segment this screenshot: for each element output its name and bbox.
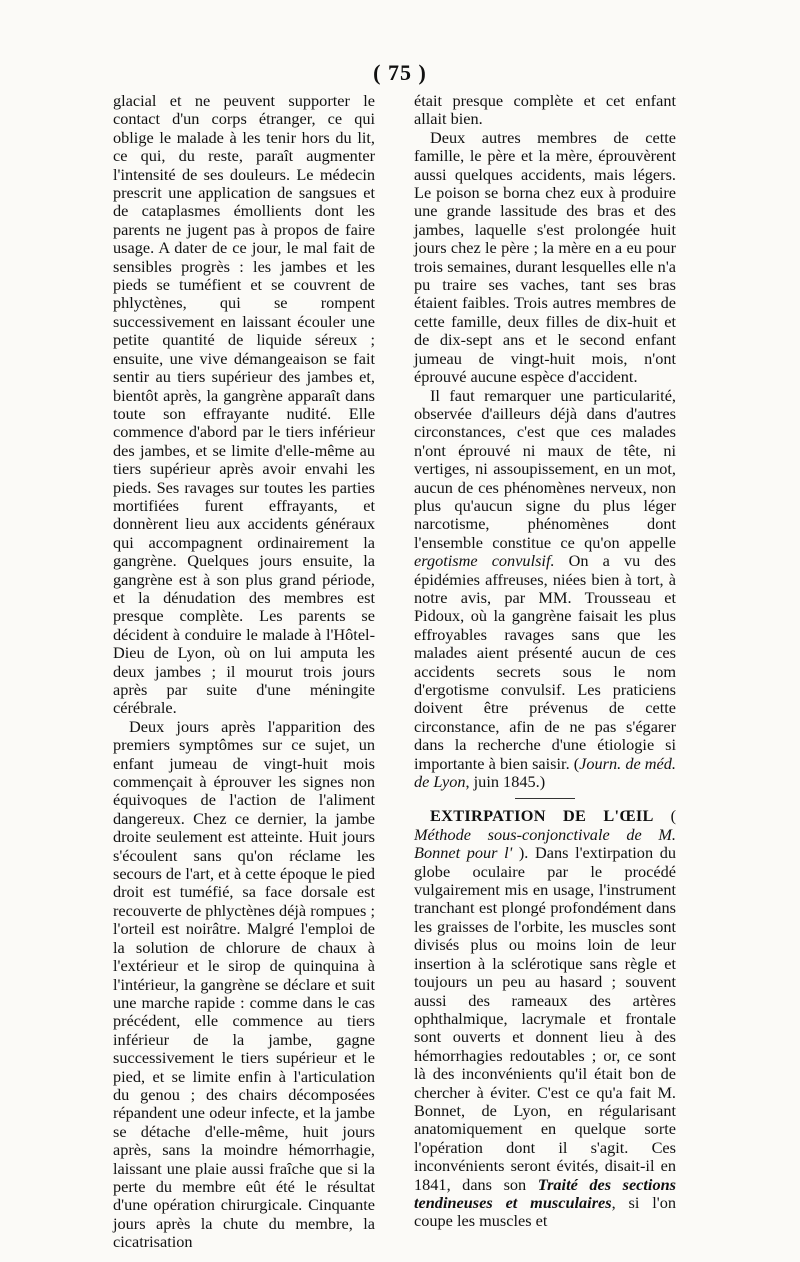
page-number: ( 75 )	[373, 60, 427, 85]
book-title: Traité des sections tendineuses et musculaires	[414, 1174, 676, 1212]
text-run: ).	[512, 843, 535, 863]
section-heading: EXTIRPATION DE L'ŒIL	[430, 806, 654, 826]
paragraph	[414, 387, 676, 792]
paragraph: était presque complète et cet enfant allait bien.	[414, 91, 676, 129]
paragraph	[414, 807, 676, 1230]
text-run: , si l'on coupe les muscles et	[414, 1192, 676, 1231]
heading-subtitle: Méthode sous-conjonctivale de M. Bonnet pour l'	[414, 824, 676, 863]
paragraph: glacial et ne peuvent supporter le contact d'un corps étranger, ce qui oblige le malade à les tenir hors du lit, ce qui, du reste, paraît augmenter l'intensité de ses douleurs. Le médecin prescrit une application de sangsues et de cataplasmes émollients dont les parents ne jugent pas à propos de faire usage. A dater de ce jour, le mal fait de sensibles progrès : les jambes et les pieds se tuméfient et se couvrent de phlyctènes, qui se rompent successivement en laissant écouler une petite quantité de liquide séreux ; ensuite, une vive démangeaison se fait sentir au tiers supérieur des jambes et, bientôt après, la gangrène apparaît dans toute son effrayante nudité. Elle commence d'abord par le tiers inférieur des jambes, et se limite d'elle-même au tiers supérieur après avoir envahi les pieds. Ses ravages sur toutes les parties mortifiées furent effrayants, et donnèrent lieu aux accidents généraux qui accompagnent ordinairement la gangrène. Quelques jours ensuite, la gangrène est à son plus grand période, et la dénudation des membres est presque complète. Les parents se décident à conduire le malade à l'Hôtel-Dieu de Lyon, où on lui amputa les deux jambes ; il mourut trois jours après par suite d'une méningite cérébrale.	[113, 91, 375, 718]
text-run: Dans l'extirpation du globe oculaire par le procédé vulgairement mis en usage, l'instrument tranchant est plongé profondément dans les graisses de l'orbite, les muscles sont divisés plus ou moins loin de leur insertion à la sclérotique sans règle et toujours un peu au hasard ; souvent aussi des rameaux des artères ophthalmique, lacrymale et frontale sont ouverts et donnent lieu à des hémorrhagies redoutables ; or, ce sont là des inconvénients qu'il était bon de chercher à éviter. C'est ce qu'a fait M. Bonnet, de Lyon, en régularisant anatomiquement en quelque sorte l'opération dont il s'agit. Ces inconvénients seront évités, disait-il en 1841, dans son	[414, 843, 677, 1194]
section-divider	[515, 798, 575, 799]
text-run: On a vu des épidémies affreuses, niées bien à tort, à notre avis, par MM. Trousseau et Pidoux, où la gangrène faisait les plus effroyables ravages sans que les malades aient présenté aucun de ces accidents secrets sous le nom d'ergotisme convulsif. Les praticiens doivent être prévenus de cette circonstance, afin de ne pas s'égarer dans la recherche d'une étiologie si importante à bien saisir. (	[414, 551, 676, 773]
journal-citation: Journ. de méd. de Lyon	[414, 753, 676, 792]
italic-term: ergotisme convulsif.	[414, 551, 555, 571]
paragraph: Deux autres membres de cette famille, le père et la mère, éprouvèrent aussi quelques accidents, mais légers. Le poison se borna chez eux à produire une grande lassitude des bras et des jambes, laquelle s'est prolongée huit jours chez le père ; la mère en a eu pour trois semaines, durant lesquelles elle n'a pu traire ses vaches, tant ses bras étaient faibles. Trois autres membres de cette famille, deux filles de dix-huit et de dix-sept ans et le second enfant jumeau de vingt-huit mois, n'ont éprouvé aucune espèce d'accident.	[414, 127, 676, 387]
text-run: Il faut remarquer une particularité, observée d'ailleurs déjà dans d'autres circonstances, c'est que ces malades n'ont éprouvé ni maux de tête, ni vertiges, ni assoupissement, en un mot, aucun de ces phénomènes nerveux, non plus qu'aucun signe du plus léger narcotisme, phénomènes dont l'ensemble constitue ce qu'on appelle	[414, 385, 676, 552]
right-column	[414, 92, 676, 1231]
paragraph: Deux jours après l'apparition des premiers symptômes sur ce sujet, un enfant jumeau de vingt-huit mois commençait à éprouver les signes non équivoques de l'action de l'aliment dangereux. Chez ce dernier, la jambe droite seulement est atteinte. Huit jours s'écoulent sans qu'on réclame les secours de l'art, et à cette époque le pied droit est tuméfié, sa face dorsale est recouverte de phlyctènes déjà rompues ; l'orteil est noirâtre. Malgré l'emploi de la solution de chlorure de chaux à l'extérieur et le sirop de quinquina à l'intérieur, la gangrène se déclare et suit une marche rapide : comme dans le cas précédent, elle commence au tiers inférieur de la jambe, gagne successivement le tiers supérieur et le pied, et se limite enfin à l'articulation du genou ; des chairs décomposées répandent une odeur infecte, et la jambe se détache d'elle-même, huit jours après, sans la moindre hémorrhagie, laissant une plaie aussi fraîche que si la perte du membre eût été le résultat d'une opération chirurgicale. Cinquante jours après la chute du membre, la cicatrisation	[113, 716, 375, 1252]
left-column	[113, 92, 375, 1252]
text-run: , juin 1845.)	[465, 772, 546, 792]
text-run: (	[653, 806, 676, 826]
